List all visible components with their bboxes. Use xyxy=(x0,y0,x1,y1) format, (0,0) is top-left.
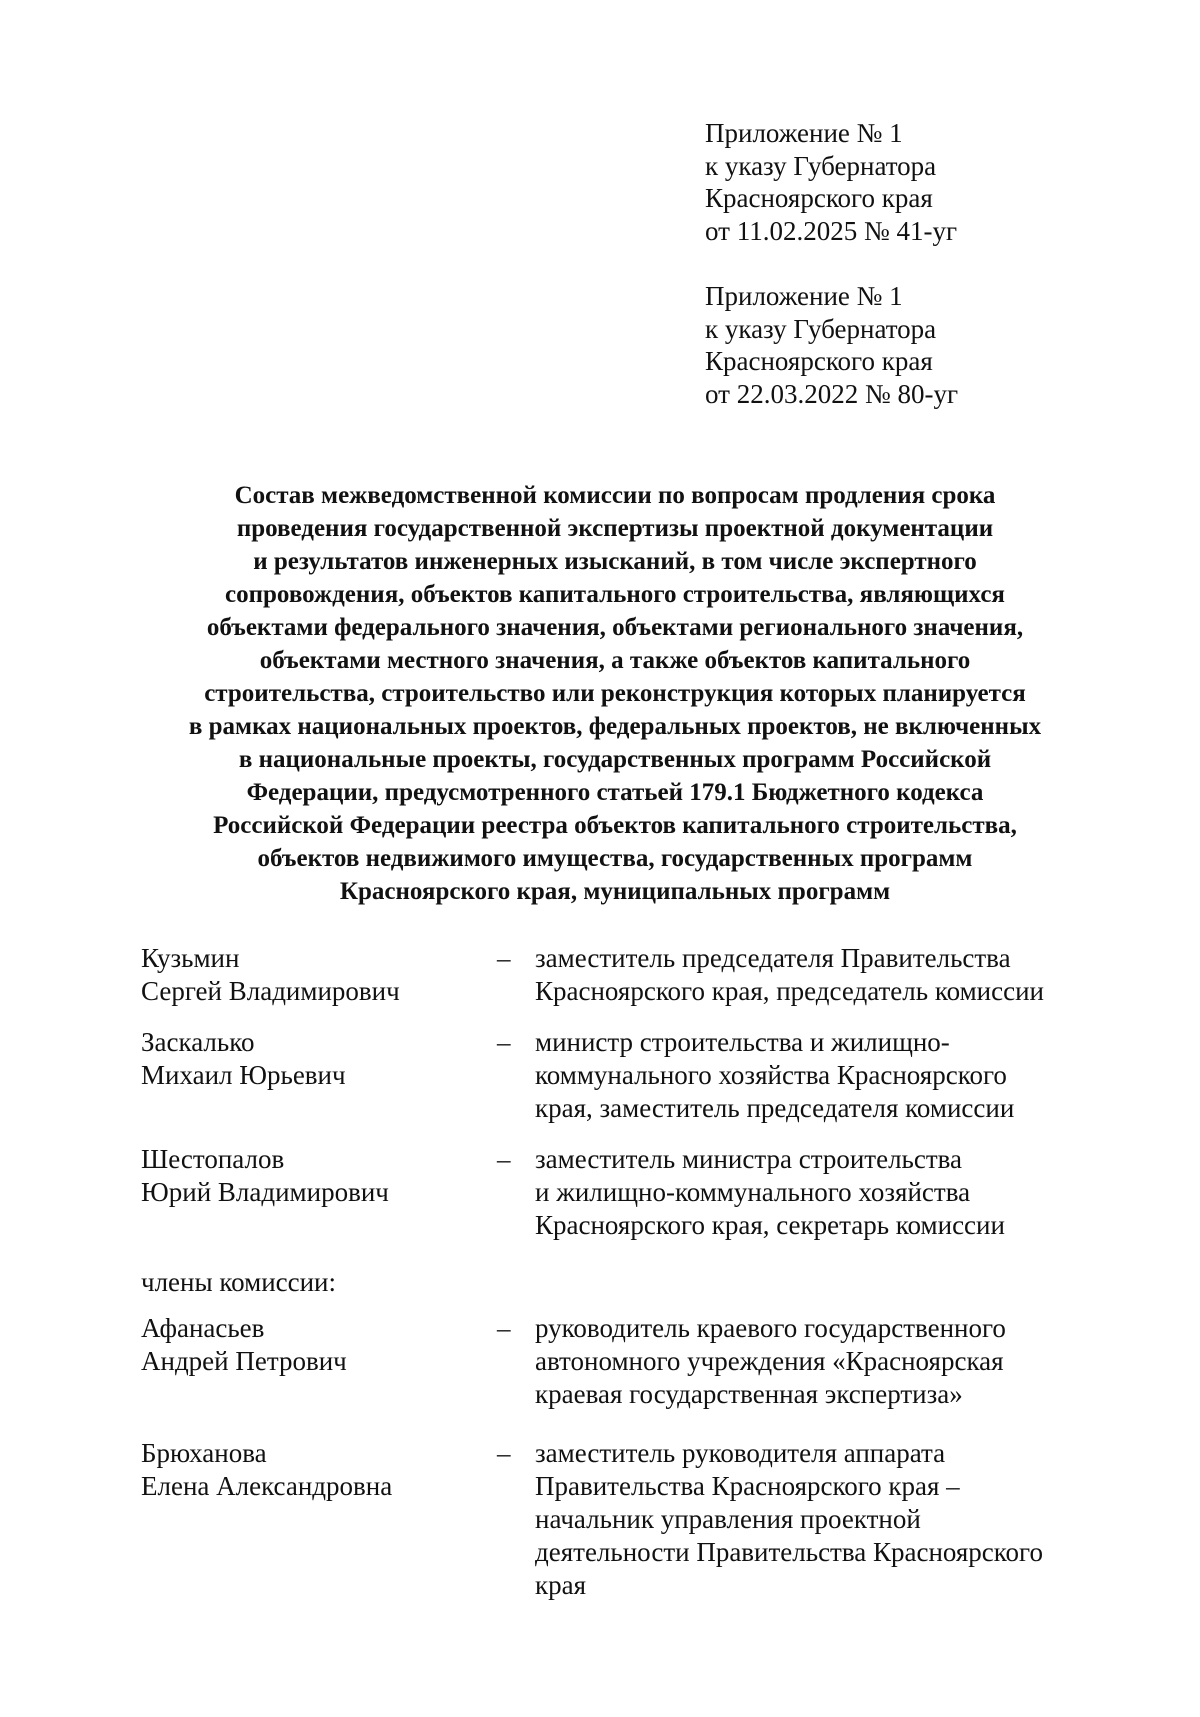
member-given-names: Михаил Юрьевич xyxy=(141,1060,346,1090)
annex-line: Приложение № 1 xyxy=(705,118,903,148)
member-name xyxy=(141,942,400,1008)
dash-separator: – xyxy=(497,943,511,973)
role-line: автономного учреждения «Красноярская xyxy=(535,1346,1004,1376)
member-surname: Заскалько xyxy=(141,1027,255,1057)
member-surname: Брюханова xyxy=(141,1438,267,1468)
role-line: коммунального хозяйства Красноярского xyxy=(535,1060,1007,1090)
member-role xyxy=(535,1143,1005,1242)
title-line: строительства, строительство или реконструкция которых планируется xyxy=(204,680,1026,707)
annex-line: от 11.02.2025 № 41-уг xyxy=(705,215,958,246)
role-line: краевая государственная экспертиза» xyxy=(535,1379,963,1409)
title-line: проведения государственной экспертизы проектной документации xyxy=(236,515,994,542)
members-section-label: члены комиссии: xyxy=(141,1267,337,1297)
title-line: Российской Федерации реестра объектов капитального строительства, xyxy=(213,812,1017,839)
annex-line: Приложение № 1 xyxy=(705,281,903,311)
title-line: объектов недвижимого имущества, государственных программ xyxy=(257,845,973,872)
member-role xyxy=(535,942,1044,1008)
member-role xyxy=(535,1026,1014,1125)
member-name xyxy=(141,1437,392,1503)
role-line: начальник управления проектной xyxy=(535,1504,921,1534)
role-line: заместитель председателя Правительства xyxy=(535,943,1011,973)
member-surname: Кузьмин xyxy=(141,943,240,973)
member-role xyxy=(535,1437,1043,1602)
dash-separator: – xyxy=(497,1144,511,1174)
title-line: сопровождения, объектов капитального строительства, являющихся xyxy=(225,581,1005,608)
annex-reference-original xyxy=(705,280,958,410)
dash-separator: – xyxy=(497,1438,511,1468)
role-line: Красноярского края, секретарь комиссии xyxy=(535,1210,1005,1240)
role-line: деятельности Правительства Красноярского xyxy=(535,1537,1043,1567)
annex-line: Красноярского края xyxy=(705,183,933,213)
role-line: заместитель руководителя аппарата xyxy=(535,1438,946,1468)
member-role xyxy=(535,1312,1006,1411)
annex-line: от 22.03.2022 № 80-уг xyxy=(705,378,959,409)
role-line: руководитель краевого государственного xyxy=(535,1313,1006,1343)
role-line: Правительства Красноярского края – xyxy=(535,1471,960,1501)
member-name xyxy=(141,1026,346,1092)
member-given-names: Андрей Петрович xyxy=(141,1346,347,1376)
role-line: края, заместитель председателя комиссии xyxy=(535,1093,1015,1123)
role-line: министр строительства и жилищно- xyxy=(535,1027,950,1057)
title-line: в национальные проекты, государственных программ Российской xyxy=(238,746,992,773)
title-line: Состав межведомственной комиссии по вопросам продления срока xyxy=(234,482,996,509)
role-line: и жилищно-коммунального хозяйства xyxy=(535,1177,971,1207)
title-line: Красноярского края, муниципальных программ xyxy=(339,878,891,905)
role-line: заместитель министра строительства xyxy=(535,1144,963,1174)
role-line: края xyxy=(535,1570,587,1600)
annex-line: к указу Губернатора xyxy=(705,150,937,181)
title-line: объектами федерального значения, объектами регионального значения, xyxy=(206,614,1024,641)
annex-line: Красноярского края xyxy=(705,346,933,376)
member-given-names: Юрий Владимирович xyxy=(141,1177,389,1207)
title-line: объектами местного значения, а также объектов капитального xyxy=(259,647,971,674)
member-name xyxy=(141,1312,347,1378)
member-name xyxy=(141,1143,389,1209)
title-line: и результатов инженерных изысканий, в том числе экспертного xyxy=(253,548,977,575)
member-given-names: Сергей Владимирович xyxy=(141,976,400,1006)
annex-reference-current xyxy=(705,117,957,247)
member-given-names: Елена Александровна xyxy=(141,1471,393,1501)
title-line: Федерации, предусмотренного статьей 179.1 Бюджетного кодекса xyxy=(246,779,984,806)
annex-line: к указу Губернатора xyxy=(705,313,937,344)
member-surname: Шестопалов xyxy=(141,1144,285,1174)
title-line: в рамках национальных проектов, федеральных проектов, не включенных xyxy=(188,713,1042,740)
dash-separator: – xyxy=(497,1313,511,1343)
role-line: Красноярского края, председатель комиссии xyxy=(535,976,1044,1006)
document-title xyxy=(110,479,1120,908)
dash-separator: – xyxy=(497,1027,511,1057)
member-surname: Афанасьев xyxy=(141,1313,265,1343)
